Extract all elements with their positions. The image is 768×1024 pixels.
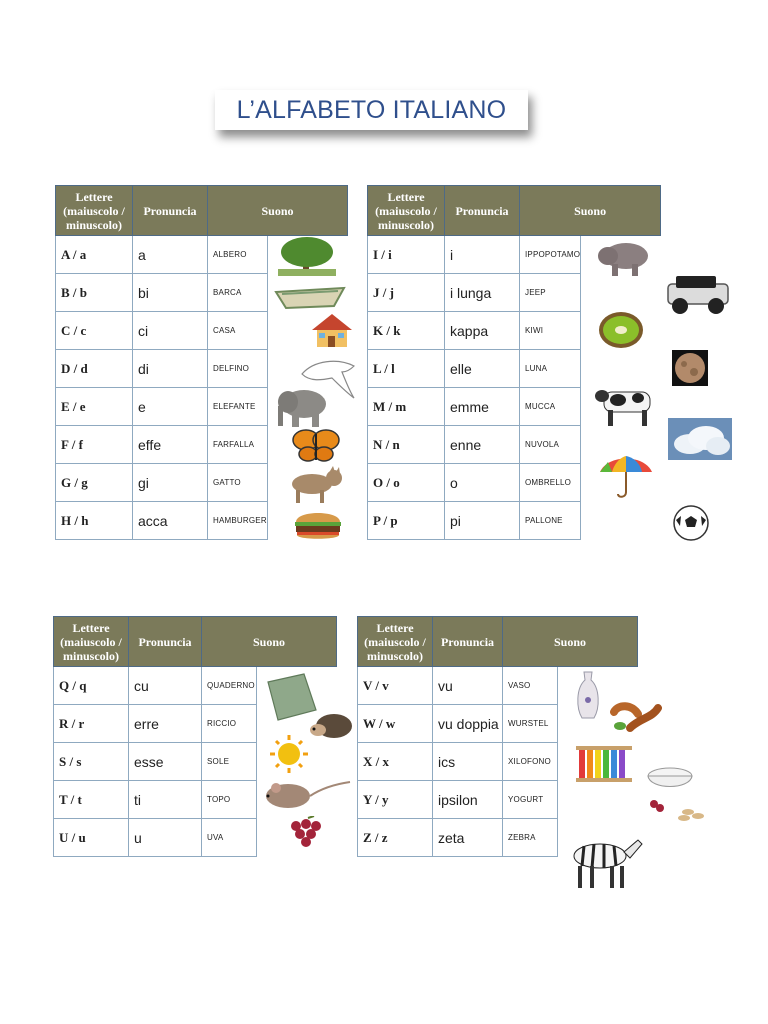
sound-word-cell: KIWI [520,312,581,350]
pronunciation-cell: esse [129,743,202,781]
pronunciation-cell: emme [445,388,520,426]
pronunciation-cell: bi [133,274,208,312]
sound-word-cell: SOLE [202,743,257,781]
letter-cell: N / n [368,426,445,464]
sound-word-cell: XILOFONO [503,743,558,781]
sun-icon [266,734,312,774]
cloud-icon [668,418,732,460]
moon-icon [672,350,708,386]
hamburger-icon [292,506,344,544]
header-sound: Suono [520,186,661,236]
pronunciation-cell: vu [433,667,503,705]
letter-cell: I / i [368,236,445,274]
table-row [368,350,661,388]
letter-cell: G / g [56,464,133,502]
umbrella-icon [598,454,654,500]
letter-cell: W / w [358,705,433,743]
sound-word-cell: BARCA [208,274,268,312]
pronunciation-cell: erre [129,705,202,743]
alphabet-table-v-z [357,616,638,857]
letter-cell: U / u [54,819,129,857]
letter-cell: C / c [56,312,133,350]
pronunciation-cell: i [445,236,520,274]
sound-word-cell: GATTO [208,464,268,502]
letter-cell: Z / z [358,819,433,857]
pronunciation-cell: effe [133,426,208,464]
sound-word-cell: OMBRELLO [520,464,581,502]
kiwi-icon [598,310,644,350]
letter-cell: H / h [56,502,133,540]
sound-word-cell: UVA [202,819,257,857]
pronunciation-cell: kappa [445,312,520,350]
pronunciation-cell: enne [445,426,520,464]
elephant-icon [274,386,332,428]
pronunciation-cell: e [133,388,208,426]
header-pronunciation: Pronuncia [133,186,208,236]
pronunciation-cell: cu [129,667,202,705]
butterfly-icon [292,428,340,462]
pronunciation-cell: elle [445,350,520,388]
header-letters: Lettere (maiuscolo / minuscolo) [56,186,133,236]
ball-icon [672,504,710,542]
sound-word-cell: QUADERNO [202,667,257,705]
header-letters: Lettere (maiuscolo / minuscolo) [358,617,433,667]
sound-word-cell: ELEFANTE [208,388,268,426]
sound-word-cell: LUNA [520,350,581,388]
header-sound: Suono [503,617,638,667]
pronunciation-cell: zeta [433,819,503,857]
cow-icon [594,384,662,428]
house-icon [310,312,354,348]
pronunciation-cell: ci [133,312,208,350]
header-pronunciation: Pronuncia [129,617,202,667]
sound-word-cell: NUVOLA [520,426,581,464]
pronunciation-cell: a [133,236,208,274]
header-letters: Lettere (maiuscolo / minuscolo) [368,186,445,236]
pronunciation-cell: di [133,350,208,388]
letter-cell: X / x [358,743,433,781]
sound-word-cell: RICCIO [202,705,257,743]
picture-cell [581,350,661,388]
sound-word-cell: ALBERO [208,236,268,274]
pronunciation-cell: i lunga [445,274,520,312]
sound-word-cell: HAMBURGER [208,502,268,540]
jeep-icon [664,270,732,316]
pronunciation-cell: u [129,819,202,857]
pronunciation-cell: o [445,464,520,502]
sound-word-cell: MUCCA [520,388,581,426]
page-title: L’ALFABETO ITALIANO [236,95,507,124]
header-pronunciation: Pronuncia [433,617,503,667]
letter-cell: E / e [56,388,133,426]
sound-word-cell: WURSTEL [503,705,558,743]
letter-cell: J / j [368,274,445,312]
sound-word-cell: DELFINO [208,350,268,388]
hippo-icon [598,236,650,278]
letter-cell: R / r [54,705,129,743]
sound-word-cell: IPPOPOTAMO [520,236,581,274]
letter-cell: M / m [368,388,445,426]
grapes-icon [286,816,328,848]
sound-word-cell: JEEP [520,274,581,312]
letter-cell: F / f [56,426,133,464]
xylophone-icon [574,742,634,786]
table-row [358,781,638,819]
picture-cell [581,274,661,312]
letter-cell: L / l [368,350,445,388]
cat-icon [286,466,344,504]
page-title-box [215,90,528,130]
letter-cell: D / d [56,350,133,388]
sound-word-cell: FARFALLA [208,426,268,464]
letter-cell: O / o [368,464,445,502]
table-row [368,502,661,540]
table-row [56,312,348,350]
pronunciation-cell: gi [133,464,208,502]
sound-word-cell: YOGURT [503,781,558,819]
table-row [368,274,661,312]
letter-cell: T / t [54,781,129,819]
sound-word-cell: VASO [503,667,558,705]
letter-cell: Q / q [54,667,129,705]
sausage-icon [608,700,662,736]
pronunciation-cell: pi [445,502,520,540]
picture-cell [581,502,661,540]
mouse-icon [262,778,352,812]
sound-word-cell: CASA [208,312,268,350]
letter-cell: K / k [368,312,445,350]
pronunciation-cell: ics [433,743,503,781]
letter-cell: A / a [56,236,133,274]
sound-word-cell: PALLONE [520,502,581,540]
letter-cell: Y / y [358,781,433,819]
header-sound: Suono [208,186,348,236]
header-pronunciation: Pronuncia [445,186,520,236]
pronunciation-cell: vu doppia [433,705,503,743]
vase-icon [574,670,602,722]
hedgehog-icon [310,708,354,742]
header-sound: Suono [202,617,337,667]
pronunciation-cell: acca [133,502,208,540]
letter-cell: B / b [56,274,133,312]
header-letters: Lettere (maiuscolo / minuscolo) [54,617,129,667]
boat-icon [274,282,346,310]
pronunciation-cell: ipsilon [433,781,503,819]
zebra-icon [564,834,644,890]
letter-cell: S / s [54,743,129,781]
letter-cell: P / p [368,502,445,540]
letter-cell: V / v [358,667,433,705]
sound-word-cell: TOPO [202,781,257,819]
sound-word-cell: ZEBRA [503,819,558,857]
pronunciation-cell: ti [129,781,202,819]
tree-icon [278,236,336,276]
picture-cell [558,781,638,819]
yogurt-icon [644,764,712,826]
